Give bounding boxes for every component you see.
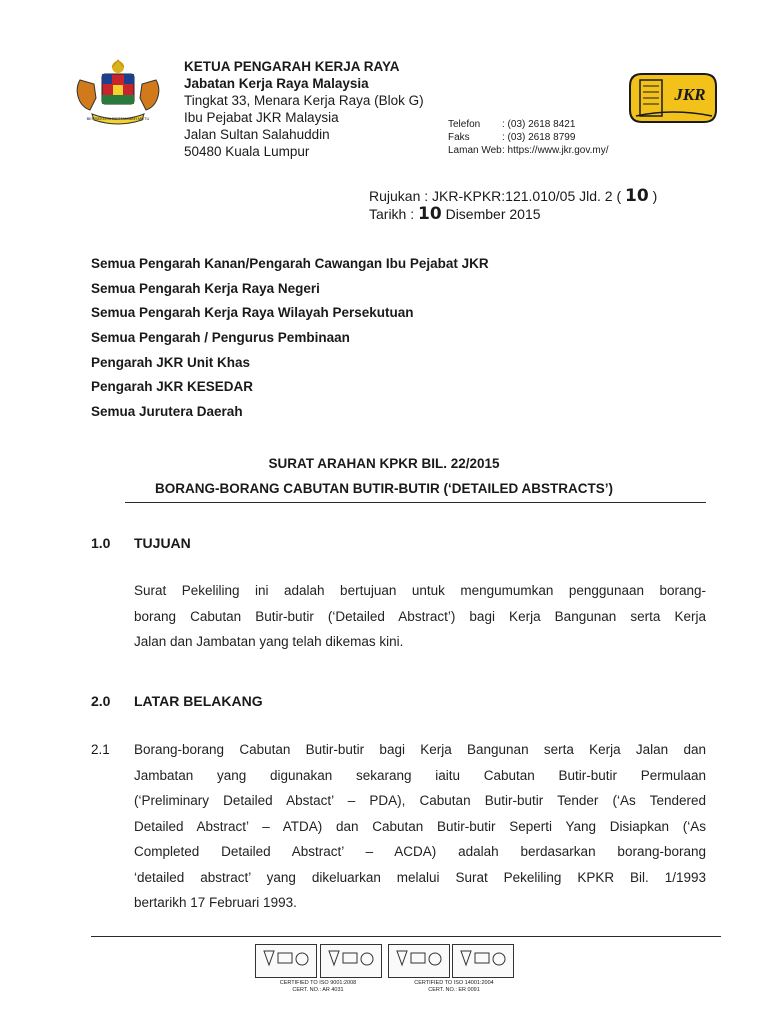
iso-certification-badge-icon [388, 944, 450, 978]
contact-telefon [448, 119, 576, 131]
paragraph-line: ‘detailed abstract’ yang dikeluarkan melalui Surat Pekeliling KPKR Bil. 1/1993 [134, 869, 706, 885]
title-divider [125, 502, 706, 503]
section-number: 1.0 [91, 535, 111, 551]
paragraph-line: borang Cabutan Butir-butir (‘Detailed Abstract’) bagi Kerja Bangunan serta Kerja [134, 608, 706, 624]
cert-left-line2: CERT. NO.: AR 4031 [292, 987, 344, 993]
faks-value: : (03) 2618 8799 [502, 132, 576, 143]
recipient-line: Semua Pengarah Kerja Raya Negeri [91, 281, 320, 296]
contact-faks [448, 132, 576, 144]
org-address-line: Tingkat 33, Menara Kerja Raya (Blok G) [184, 93, 424, 108]
tarikh-label: Tarikh : [369, 206, 415, 222]
paragraph-line: Jalan dan Jambatan yang telah dikemas kini. [134, 634, 404, 649]
footer-divider [91, 936, 721, 937]
org-head-title: KETUA PENGARAH KERJA RAYA [184, 59, 400, 74]
org-department: Jabatan Kerja Raya Malaysia [184, 76, 369, 91]
cert-right-line1: CERTIFIED TO ISO 14001:2004 [414, 980, 494, 986]
paragraph-line: Borang-borang Cabutan Butir-butir bagi Kerja Bangunan serta Kerja Jalan dan [134, 742, 706, 757]
cert-caption-left [272, 980, 364, 994]
recipient-line: Pengarah JKR Unit Khas [91, 355, 251, 370]
recipient-line: Semua Pengarah Kanan/Pengarah Cawangan Ibu Pejabat JKR [91, 256, 489, 271]
letter-title: SURAT ARAHAN KPKR BIL. 22/2015 [268, 456, 500, 471]
jkr-logo-text: JKR [674, 85, 706, 104]
paragraph-line: (‘Preliminary Detailed Abstact’ – PDA), Cabutan Butir-butir Tender (‘As Tendered [134, 793, 706, 808]
recipient-line: Pengarah JKR KESEDAR [91, 379, 254, 394]
section-heading: LATAR BELAKANG [134, 693, 263, 709]
paragraph-number: 2.1 [91, 742, 110, 757]
recipient-line: Semua Pengarah / Pengurus Pembinaan [91, 330, 350, 345]
date-line [369, 204, 541, 224]
org-address-line: Ibu Pejabat JKR Malaysia [184, 110, 339, 125]
telefon-label: Telefon [448, 119, 481, 130]
telefon-value: : (03) 2618 8421 [502, 119, 576, 130]
paragraph-line: Surat Pekeliling ini adalah bertujuan untuk mengumumkan penggunaan borang- [134, 583, 706, 598]
section-paragraph [134, 578, 706, 655]
cert-left-line1: CERTIFIED TO ISO 9001:2008 [279, 980, 357, 986]
reference-line [369, 186, 657, 206]
web-label: Laman Web [448, 145, 502, 156]
malaysia-coat-of-arms-icon [72, 58, 164, 128]
org-address-line: Jalan Sultan Salahuddin [184, 127, 330, 142]
recipient-line: Semua Jurutera Daerah [91, 404, 243, 419]
cert-caption-right [408, 980, 500, 994]
rujukan-handwritten-number: 10 [625, 186, 649, 206]
paragraph-line: bertarikh 17 Februari 1993. [134, 895, 297, 910]
tarikh-rest: Disember 2015 [445, 206, 541, 222]
recipient-line: Semua Pengarah Kerja Raya Wilayah Persekutuan [91, 305, 414, 320]
letter-subtitle: BORANG-BORANG CABUTAN BUTIR-BUTIR (‘DETAILED ABSTRACTS’) [155, 481, 613, 496]
paragraph-line: Jambatan yang digunakan sekarang iaitu Cabutan Butir-butir Permulaan [134, 767, 706, 783]
section-heading: TUJUAN [134, 535, 191, 551]
paragraph-line: Completed Detailed Abstract’ – ACDA) adalah berdasarkan borang-borang [134, 844, 706, 859]
paragraph-line: Detailed Abstract’ – ATDA) dan Cabutan Butir-butir Seperti Yang Disiapkan (‘As [134, 818, 706, 834]
section-number: 2.0 [91, 693, 111, 709]
iso-certification-badge-icon [255, 944, 317, 978]
jkr-logo-icon [628, 70, 718, 126]
rujukan-close: ) [652, 188, 658, 204]
org-address-line: 50480 Kuala Lumpur [184, 144, 310, 159]
faks-label: Faks [448, 132, 470, 143]
rujukan-text: Rujukan : JKR-KPKR:121.010/05 Jld. 2 ( [369, 188, 622, 204]
iso-certification-badge-icon [452, 944, 514, 978]
tarikh-handwritten-day: 10 [418, 204, 442, 224]
contact-web [448, 145, 609, 157]
iso-certification-badge-icon [320, 944, 382, 978]
cert-right-line2: CERT. NO.: ER 0091 [428, 987, 480, 993]
svg-text:BERSEKUTU BERTAMBAH MUTU: BERSEKUTU BERTAMBAH MUTU [86, 116, 150, 121]
web-value[interactable]: : https://www.jkr.gov.my/ [502, 145, 609, 156]
section-paragraph [134, 737, 706, 916]
